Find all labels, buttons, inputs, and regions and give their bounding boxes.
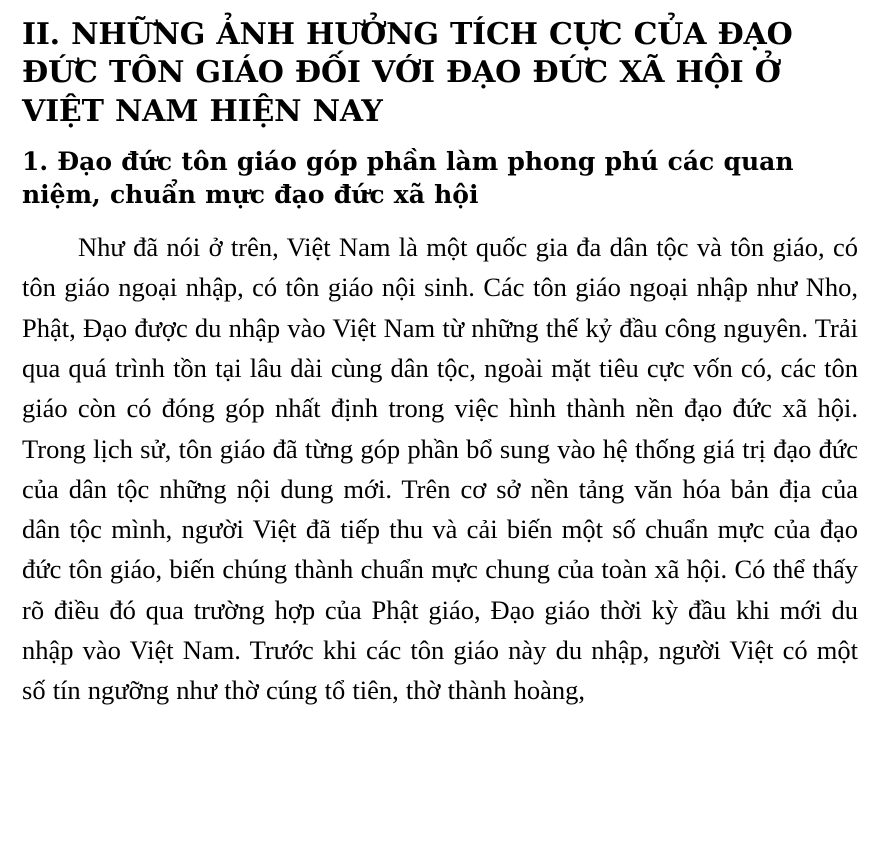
paragraph: Như đã nói ở trên, Việt Nam là một quốc gia đa dân tộc và tôn giáo, có tôn giáo ngoại nhập, có tôn giáo nội sinh. Các tôn giáo ngoại nhập như Nho, Phật, Đạo được du nhập vào Việt Nam từ những thế kỷ đầu công nguyên. Trải qua quá trình tồn tại lâu dài cùng dân tộc, ngoài mặt tiêu cực vốn có, các tôn giáo còn có đóng góp nhất định trong việc hình thành nền đạo đức xã hội. Trong lịch sử, tôn giáo đã từng góp phần bổ sung vào hệ thống giá trị đạo đức của dân tộc những nội dung mới. Trên cơ sở nền tảng văn hóa bản địa của dân tộc mình, người Việt đã tiếp thu và cải biến một số chuẩn mực của đạo đức tôn giáo, biến chúng thành chuẩn mực chung của toàn xã hội. Có thể thấy rõ điều đó qua trường hợp của Phật giáo, Đạo giáo thời kỳ đầu khi mới du nhập vào Việt Nam. Trước khi các tôn giáo này du nhập, người Việt có một số tín ngưỡng như thờ cúng tổ tiên, thờ thành hoàng, bbox=[22, 232, 858, 706]
body-text bbox=[22, 227, 858, 710]
subsection-heading: 1. Đạo đức tôn giáo góp phần làm phong phú các quan niệm, chuẩn mực đạo đức xã hội bbox=[22, 147, 794, 210]
section-heading: II. NHỮNG ẢNH HƯỞNG TÍCH CỰC CỦA ĐẠO ĐỨC TÔN GIÁO ĐỐI VỚI ĐẠO ĐỨC XÃ HỘI Ở VIỆT NAM HIỆN NAY bbox=[22, 17, 793, 129]
